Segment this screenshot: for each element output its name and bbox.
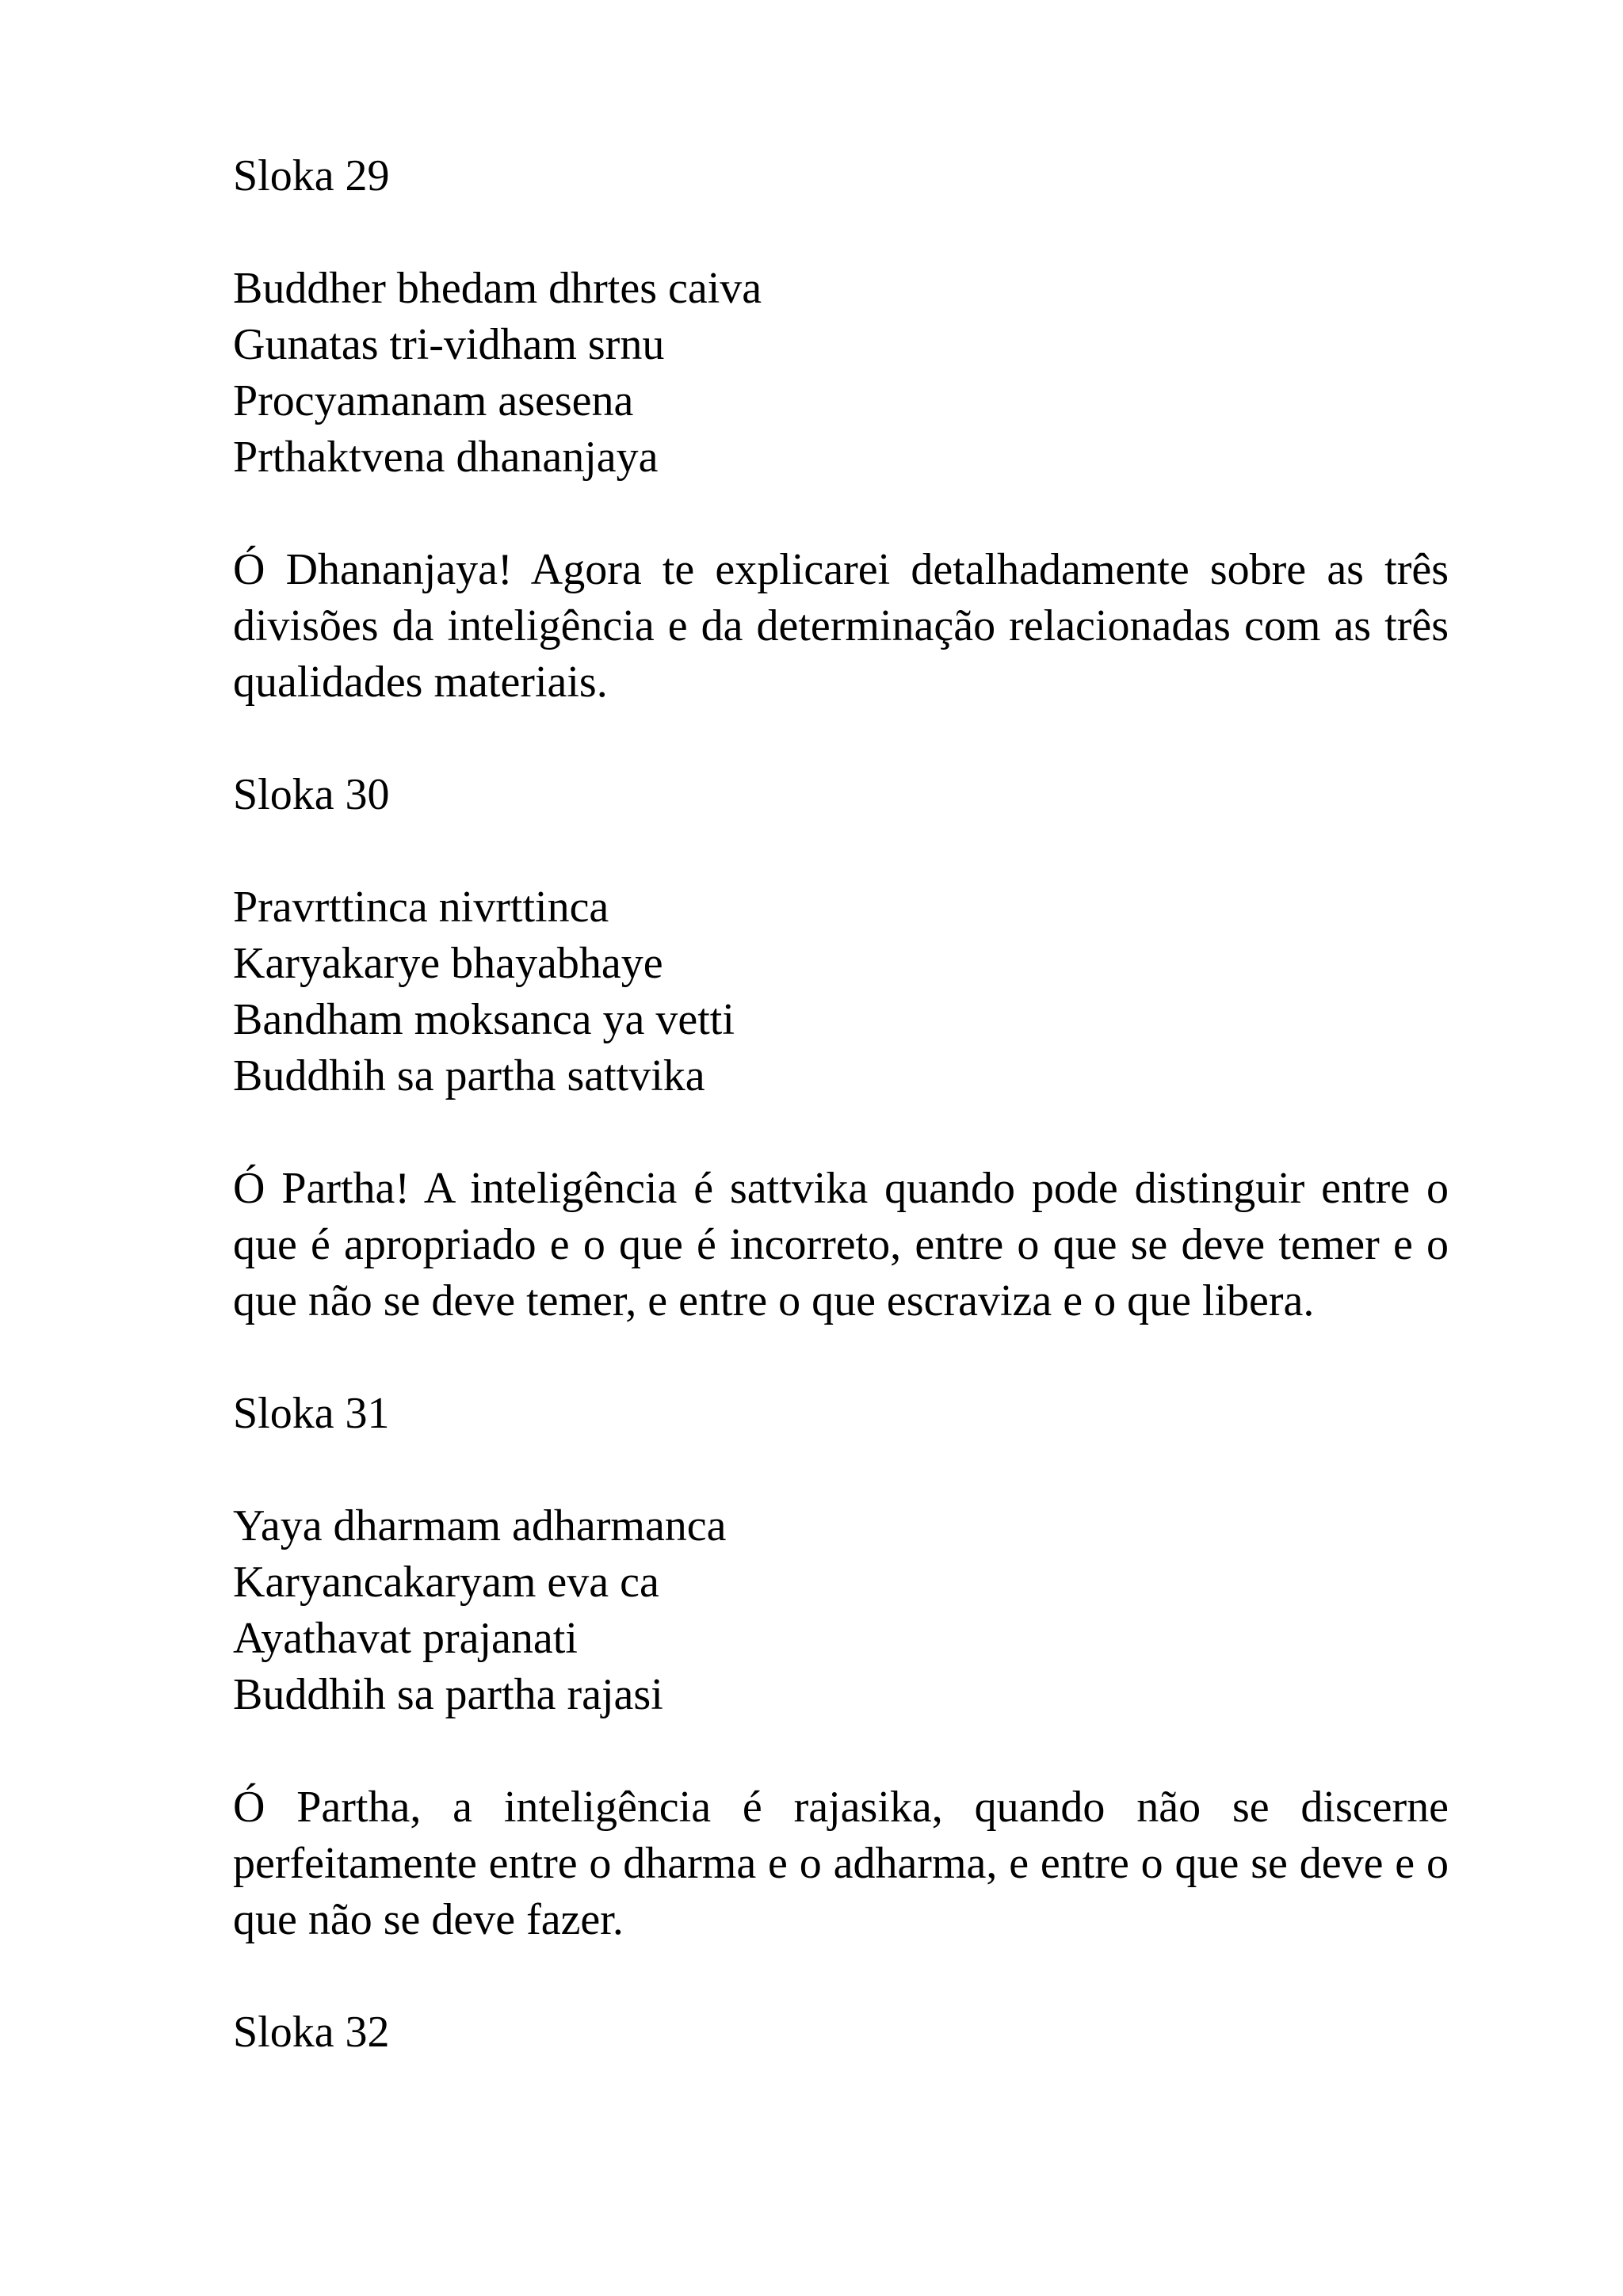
spacer	[233, 204, 1449, 261]
spacer	[233, 486, 1449, 542]
sanskrit-verse	[233, 261, 1449, 486]
translation-paragraph: Ó Partha! A inteligência é sattvika quando pode distinguir entre o que é apropriado e o que é incorreto, entre o que se deve temer e o que não se deve temer, e entre o que escraviza e o que libera.	[233, 1164, 1449, 1325]
spacer	[233, 1329, 1449, 1386]
text-column	[233, 148, 1449, 2061]
verse-line: Karyancakaryam eva ca	[233, 1558, 659, 1607]
sloka-heading: Sloka 32	[233, 2008, 390, 2057]
sloka-heading: Sloka 31	[233, 1389, 390, 1438]
verse-line: Prthaktvena dhananjaya	[233, 433, 659, 482]
verse-line: Bandham moksanca ya vetti	[233, 995, 735, 1044]
verse-line: Karyakarye bhayabhaye	[233, 939, 663, 988]
verse-line: Yaya dharmam adharmanca	[233, 1501, 727, 1550]
translation-paragraph: Ó Dhananjaya! Agora te explicarei detalhadamente sobre as três divisões da inteligência e da determinação relacionadas com as três qualidades materiais.	[233, 545, 1449, 707]
sanskrit-verse	[233, 1498, 1449, 1723]
verse-line: Pravrttinca nivrttinca	[233, 883, 609, 932]
sloka-heading: Sloka 29	[233, 151, 390, 200]
verse-line: Buddhih sa partha sattvika	[233, 1051, 705, 1100]
spacer	[233, 1442, 1449, 1498]
sanskrit-verse	[233, 879, 1449, 1104]
verse-line: Procyamanam asesena	[233, 376, 634, 425]
verse-line: Buddher bhedam dhrtes caiva	[233, 264, 762, 313]
spacer	[233, 1948, 1449, 2004]
verse-line: Buddhih sa partha rajasi	[233, 1670, 663, 1719]
spacer	[233, 823, 1449, 879]
verse-line: Gunatas tri-vidham srnu	[233, 320, 665, 369]
translation-paragraph: Ó Partha, a inteligência é rajasika, quando não se discerne perfeitamente entre o dharma e o adharma, e entre o que se deve e o que não se deve fazer.	[233, 1783, 1449, 1944]
spacer	[233, 1723, 1449, 1779]
spacer	[233, 1104, 1449, 1161]
sloka-heading: Sloka 30	[233, 770, 390, 819]
verse-line: Ayathavat prajanati	[233, 1614, 578, 1663]
spacer	[233, 711, 1449, 767]
